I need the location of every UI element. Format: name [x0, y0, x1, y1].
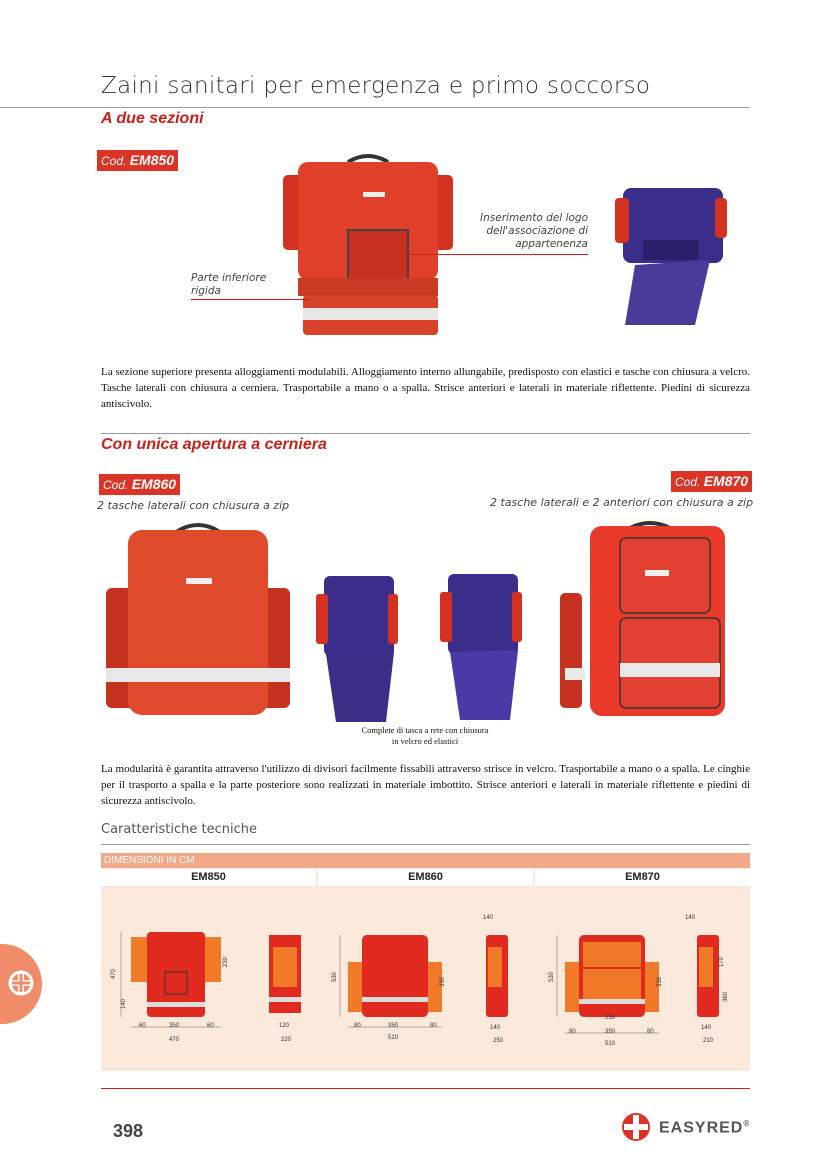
- em870-open-bag-image: [440, 572, 524, 722]
- specs-heading: Caratteristiche tecniche: [101, 822, 257, 837]
- em860-open-bag-image: [316, 574, 400, 724]
- em860-bag-image: [106, 518, 290, 728]
- column-em860: EM860: [318, 869, 533, 886]
- em870-side-w2: 80: [647, 1029, 654, 1035]
- em850-bag-image: [278, 150, 458, 355]
- em870-pocket-h: 170: [719, 956, 725, 967]
- em850-h-total: 470: [111, 968, 117, 979]
- em860-dimension-diagram: [318, 887, 533, 1071]
- em870-strap: 140: [685, 915, 696, 921]
- em860-side-w2: 80: [430, 1023, 437, 1029]
- em870-depth-total: 210: [703, 1038, 714, 1044]
- em850-total-w: 470: [169, 1037, 180, 1043]
- em870-depth-top: 140: [701, 1025, 712, 1031]
- em870-pocket-w: 250: [605, 1015, 616, 1021]
- em850-dimension-diagram: [101, 887, 316, 1071]
- em860-strap: 140: [483, 915, 494, 921]
- page-title: Zaini sanitari per emergenza e primo soccorso: [101, 73, 651, 99]
- callout-logo: Inserimento del logo dell'associazione di appartenenza: [480, 212, 588, 250]
- em850-open-bag-image: [615, 180, 730, 330]
- section-heading-due-sezioni: A due sezioni: [101, 110, 204, 127]
- em860-depth-top: 140: [490, 1025, 501, 1031]
- column-em850: EM850: [101, 869, 316, 886]
- callout-bottom: Parte inferiore rigida: [191, 272, 267, 297]
- brand-name: [659, 1119, 750, 1137]
- code-badge-em870: [671, 471, 752, 492]
- code-badge-em860: [99, 474, 180, 495]
- code-prefix: Cod.: [103, 478, 129, 492]
- caption-line-2: in velcro ed elastici: [391, 736, 459, 746]
- caption-line-1: Complete di tasca a rete con chiusura: [361, 725, 489, 735]
- em870-side-h: 330: [657, 976, 663, 987]
- dimensions-table: [101, 853, 750, 1071]
- em850-side-w2: 60: [207, 1023, 214, 1029]
- easyred-logo-icon: [621, 1112, 651, 1142]
- em860-front-w: 350: [388, 1023, 399, 1029]
- em870-front-w: 350: [605, 1029, 616, 1035]
- chapter-tab: [0, 944, 42, 1024]
- em870-h-total: 530: [549, 971, 555, 982]
- em860-total-w: 510: [388, 1035, 399, 1041]
- code-value: EM860: [131, 476, 177, 492]
- first-aid-cross-icon: [8, 970, 34, 996]
- em850-side-h: 230: [223, 956, 229, 967]
- em860-subtitle: 2 tasche laterali con chiusura a zip: [97, 499, 290, 512]
- em860-h-total: 530: [332, 971, 338, 982]
- code-badge-em850: [97, 150, 178, 171]
- column-em870: EM870: [535, 869, 750, 886]
- em870-lower-h: 360: [723, 991, 729, 1002]
- section2-description: La modularità è garantita attraverso l'utilizzo di divisori facilmente fissabili attraverso strisce in velcro. Trasportabile a mano o a spalla. Le cinghie per il trasporto a spalla e la parte posteriore sono realizzati in materiale imbottito. Strisce anteriori e laterali in materiale riflettente e piedini di sicurezza antiscivolo.: [101, 763, 750, 807]
- table-header: DIMENSIONI IN CM: [101, 853, 750, 868]
- em850-h-bottom: 140: [121, 998, 127, 1009]
- em850-depth-total: 220: [281, 1037, 292, 1043]
- em870-side-w1: 80: [569, 1029, 576, 1035]
- section-heading-unica-apertura: Con unica apertura a cerniera: [101, 436, 327, 453]
- code-value: EM850: [129, 152, 175, 168]
- brand-text: EASYRED: [659, 1119, 744, 1137]
- em850-side-w1: 60: [139, 1023, 146, 1029]
- brand-mark: ®: [743, 1119, 751, 1128]
- em870-bag-image: [560, 518, 730, 718]
- em860-side-h: 330: [440, 976, 446, 987]
- em850-front-w: 350: [169, 1023, 180, 1029]
- footer-rule: [101, 1088, 750, 1089]
- callout-logo-line: [403, 254, 588, 255]
- specs-rule: [101, 844, 750, 845]
- section1-description: La sezione superiore presenta alloggiamenti modulabili. Alloggiamento interno allungabile, predisposto con elastici e tasche con chiusura a velcro. Tasche laterali con chiusura a cerniera. Trasportabile a mano o a spalla. Strisce anteriori e laterali in materiale riflettente. Piedini di sicurezza antiscivolo.: [101, 366, 750, 410]
- em870-total-w: 510: [605, 1041, 616, 1047]
- em870-dimension-diagram: [535, 887, 750, 1071]
- em860-side-w1: 80: [354, 1023, 361, 1029]
- em860-depth-total: 250: [493, 1038, 504, 1044]
- code-value: EM870: [703, 473, 749, 489]
- open-bags-caption: [330, 725, 520, 747]
- em870-subtitle: 2 tasche laterali e 2 anteriori con chiusura a zip: [490, 496, 754, 509]
- callout-bottom-line: [191, 299, 311, 300]
- code-prefix: Cod.: [101, 154, 127, 168]
- code-prefix: Cod.: [675, 475, 701, 489]
- section2-rule: [101, 433, 750, 434]
- title-rule: [0, 107, 749, 108]
- em850-depth-top: 120: [279, 1023, 290, 1029]
- page-number: 398: [113, 1121, 144, 1141]
